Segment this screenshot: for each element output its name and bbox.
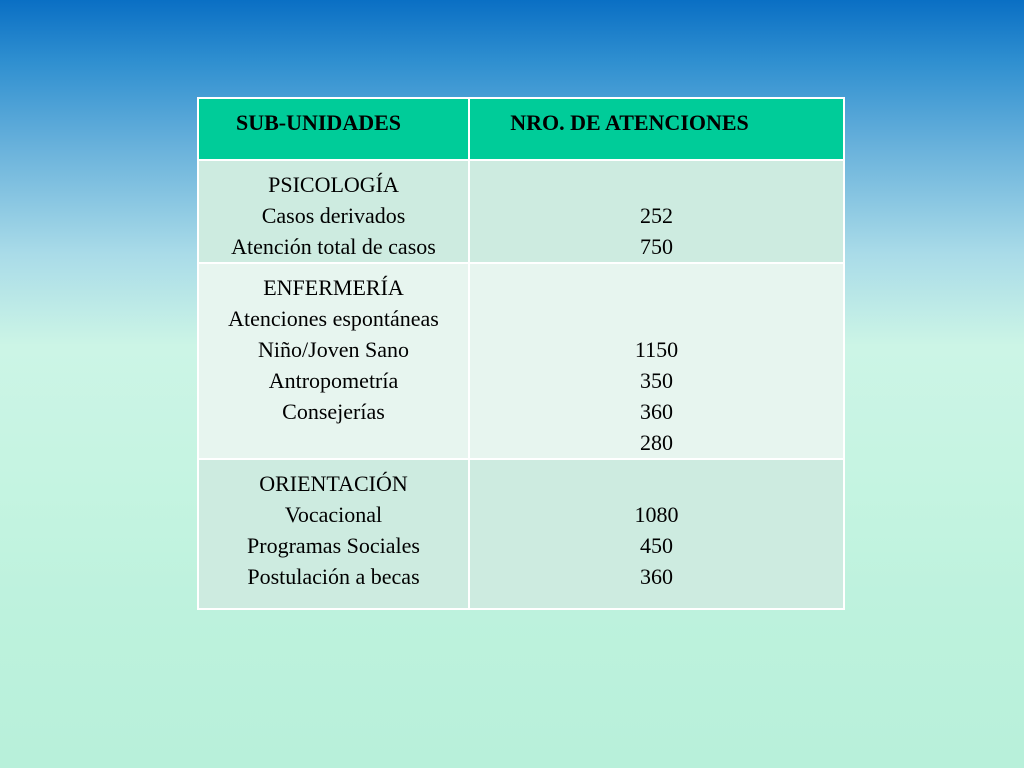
table-row — [198, 263, 844, 459]
table-row — [198, 459, 844, 609]
value: 450 — [640, 533, 673, 558]
value-cell-orientacion — [469, 459, 844, 609]
unit-name: ENFERMERÍA — [263, 275, 404, 300]
header-sub-unidades: SUB-UNIDADES — [198, 98, 469, 160]
unit-item: Casos derivados — [261, 203, 406, 228]
unit-cell-enfermeria — [198, 263, 469, 459]
unit-cell-psicologia — [198, 160, 469, 263]
unit-item: Antropometría — [268, 368, 399, 393]
table-header-row — [198, 98, 844, 160]
unit-item: Consejerías — [282, 399, 385, 424]
unit-item: Niño/Joven Sano — [258, 337, 409, 362]
value: 360 — [640, 564, 673, 589]
unit-item: Vocacional — [284, 502, 383, 527]
unit-item: Atenciones espontáneas — [228, 306, 439, 331]
table-row — [198, 160, 844, 263]
value: 1150 — [634, 337, 679, 362]
value: 1080 — [634, 502, 679, 527]
value-cell-enfermeria — [469, 263, 844, 459]
unit-item: Programas Sociales — [247, 533, 420, 558]
unit-name: PSICOLOGÍA — [268, 172, 399, 197]
value: 280 — [640, 430, 673, 455]
unit-item: Postulación a becas — [247, 564, 420, 589]
value: 750 — [640, 234, 673, 259]
unit-name: ORIENTACIÓN — [259, 471, 408, 496]
unit-cell-orientacion — [198, 459, 469, 609]
value-cell-psicologia — [469, 160, 844, 263]
value: 360 — [640, 399, 673, 424]
header-nro-atenciones: NRO. DE ATENCIONES — [469, 98, 844, 160]
attention-table — [197, 97, 845, 610]
value: 252 — [640, 203, 673, 228]
value: 350 — [640, 368, 673, 393]
unit-item: Atención total de casos — [231, 234, 436, 259]
